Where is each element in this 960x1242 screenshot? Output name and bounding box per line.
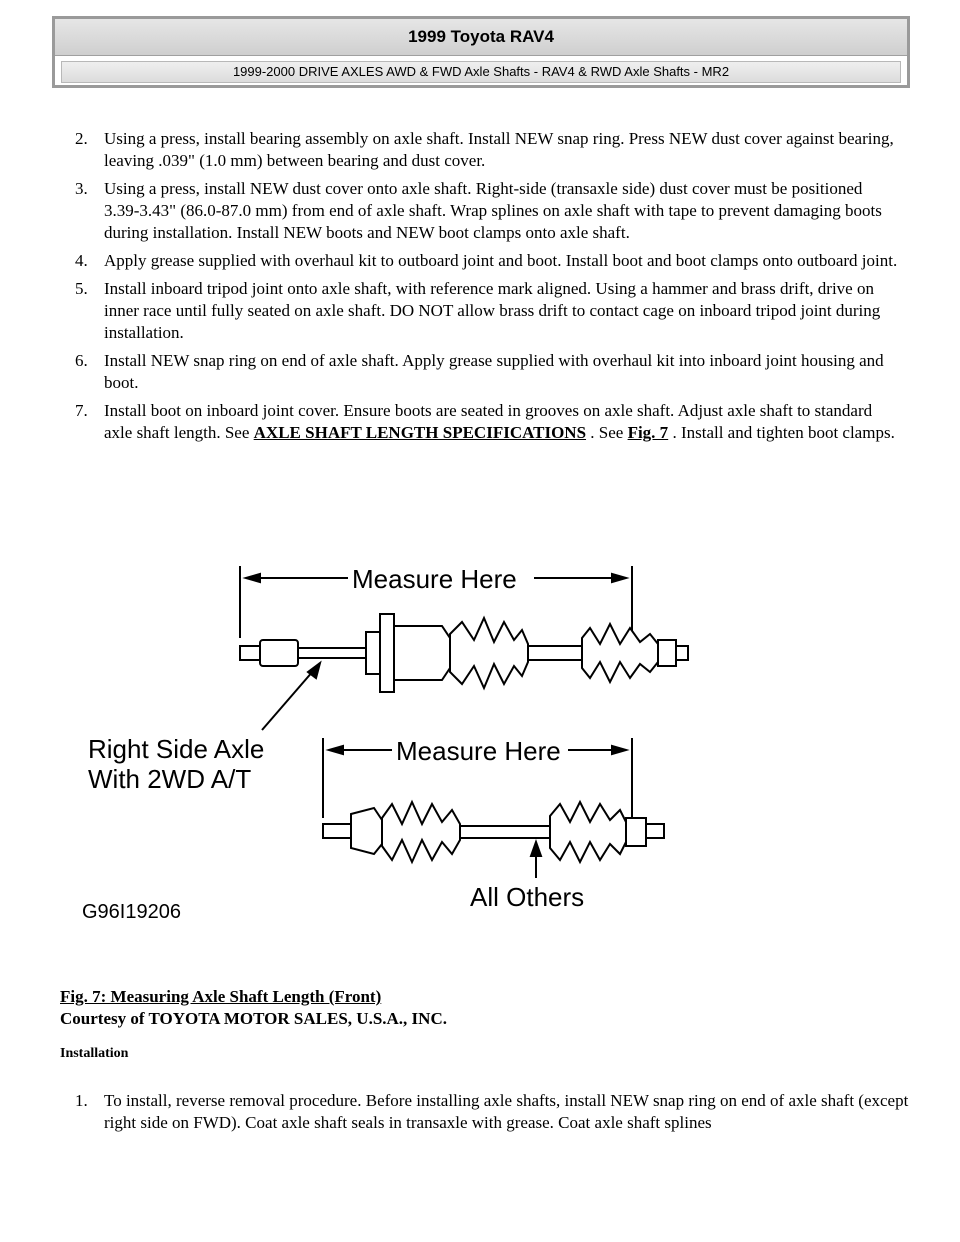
step-text: Apply grease supplied with overhaul kit to outboard joint and boot. Install boot and boot clamps onto outboard joint. xyxy=(104,251,898,270)
step-number: 3. xyxy=(75,179,88,198)
step-text: Using a press, install bearing assembly on axle shaft. Install NEW snap ring. Press NEW dust cover against bearing, leaving .039" (1.0 mm) between bearing and dust cover. xyxy=(104,129,894,170)
page-title: 1999 Toyota RAV4 xyxy=(55,19,907,56)
page-header xyxy=(52,16,910,88)
step-number: 4. xyxy=(75,251,88,270)
list-item xyxy=(0,350,960,394)
step-number: 7. xyxy=(75,401,88,420)
step-number: 1. xyxy=(75,1091,88,1110)
right-side-axle-label-1: Right Side Axle xyxy=(88,734,265,764)
fig-7-link[interactable]: Fig. 7 xyxy=(627,423,669,442)
list-item xyxy=(0,278,960,344)
list-item xyxy=(0,250,960,272)
procedure-steps xyxy=(0,128,960,450)
all-others-label: All Others xyxy=(470,882,585,912)
installation-steps xyxy=(0,1090,960,1134)
figure-courtesy: Courtesy of TOYOTA MOTOR SALES, U.S.A., INC. xyxy=(60,1009,447,1028)
list-item xyxy=(0,400,960,444)
step-text: Install NEW snap ring on end of axle shaft. Apply grease supplied with overhaul kit into inboard joint housing and boot. xyxy=(104,351,884,392)
right-side-axle-label-2: With 2WD A/T xyxy=(88,764,252,794)
step-text: To install, reverse removal procedure. Before installing axle shafts, install NEW snap ring on end of axle shaft (except right side on FWD). Coat axle shaft seals in transaxle with grease. Coat axle shaft splines xyxy=(104,1091,909,1132)
step-text: . Install and tighten boot clamps. xyxy=(668,423,895,442)
step-text: Install inboard tripod joint onto axle shaft, with reference mark aligned. Using a hammer and brass drift, drive on inner race until fully seated on axle shaft. DO NOT allow brass drift to contact cage on inboard tripod joint during installation. xyxy=(104,279,881,342)
figure-caption-title: Fig. 7: Measuring Axle Shaft Length (Front) xyxy=(60,987,382,1006)
axle-shaft-length-specifications-link[interactable]: AXLE SHAFT LENGTH SPECIFICATIONS xyxy=(253,423,587,442)
list-item xyxy=(0,1090,960,1134)
measure-here-label-bottom: Measure Here xyxy=(396,736,561,766)
step-text: Install boot on inboard joint cover. Ensure boots are seated in grooves on axle shaft. Adjust axle shaft to standard axle shaft length. See xyxy=(104,401,873,442)
measure-here-label-top: Measure Here xyxy=(352,564,517,594)
step-number: 6. xyxy=(75,351,88,370)
figure-caption xyxy=(60,986,447,1030)
step-number: 5. xyxy=(75,279,88,298)
step-text: . See xyxy=(586,423,628,442)
list-item xyxy=(0,178,960,244)
axle-shaft-figure xyxy=(70,548,690,938)
step-number: 2. xyxy=(75,129,88,148)
installation-heading: Installation xyxy=(60,1046,129,1061)
figure-code: G96I19206 xyxy=(82,901,181,923)
step-text: Using a press, install NEW dust cover onto axle shaft. Right-side (transaxle side) dust cover must be positioned 3.39-3.43" (86.0-87.0 mm) from end of axle shaft. Wrap splines on axle shaft with tape to prevent damaging boots during installation. Install NEW boots and NEW boot clamps onto axle shaft. xyxy=(104,179,882,242)
page-subtitle: 1999-2000 DRIVE AXLES AWD & FWD Axle Shafts - RAV4 & RWD Axle Shafts - MR2 xyxy=(61,61,901,83)
list-item xyxy=(0,128,960,172)
